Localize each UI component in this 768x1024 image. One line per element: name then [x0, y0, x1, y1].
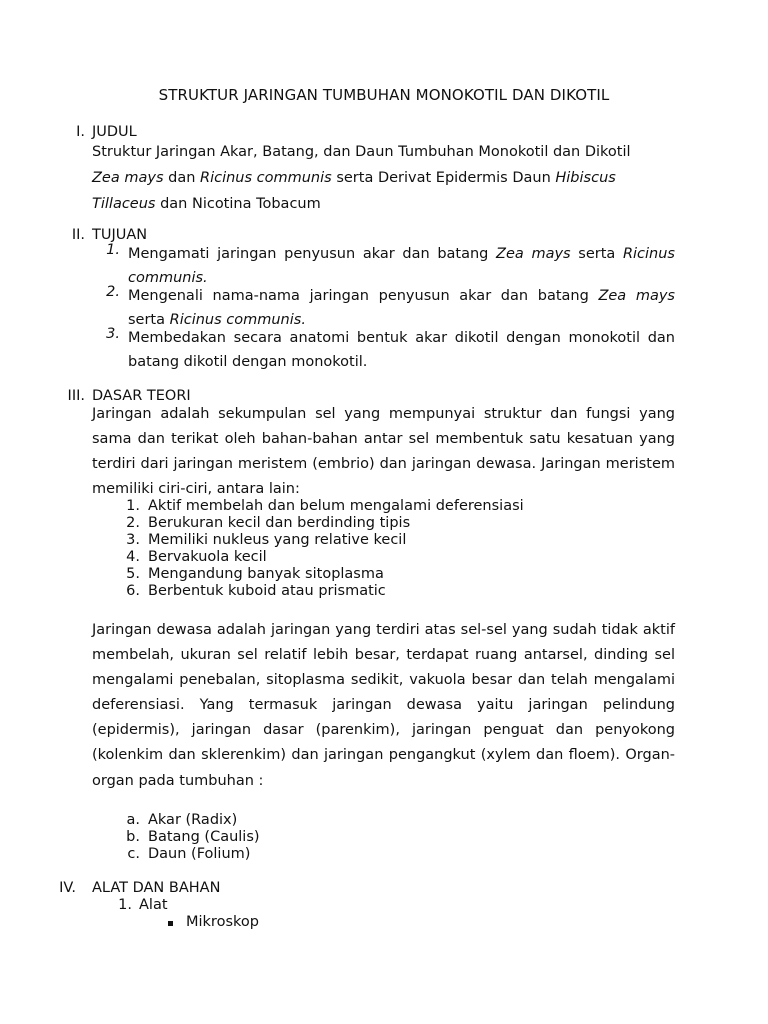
list-item-letter: b.: [126, 829, 140, 845]
section-label: ALAT DAN BAHAN: [92, 880, 221, 896]
list-item: Batang (Caulis): [148, 829, 260, 845]
judul-text-fragment: serta Derivat Epidermis Daun: [331, 169, 556, 186]
tujuan-item-number: 2.: [106, 284, 120, 300]
list-item-number: 1.: [126, 498, 140, 514]
tujuan-text-fragment: Mengamati jaringan penyusun akar dan batang: [128, 246, 497, 262]
sub-item-number: 1.: [118, 897, 132, 913]
tujuan-item-text: [128, 242, 675, 290]
list-item: Bervakuola kecil: [148, 549, 267, 565]
list-item: Daun (Folium): [148, 846, 251, 862]
tujuan-item-number: 1.: [106, 242, 120, 258]
list-item-number: 4.: [126, 549, 140, 565]
judul-species-tillaceus: Tillaceus: [92, 195, 156, 212]
tujuan-text-fragment: serta: [128, 312, 170, 328]
dasar-teori-paragraph-1: Jaringan adalah sekumpulan sel yang mempunyai struktur dan fungsi yang sama dan terikat oleh bahan-bahan antar sel membentuk satu kesatuan yang terdiri dari jaringan meristem (embrio) dan jaringan dewasa. Jaringan meristem memiliki ciri-ciri, antara lain:: [92, 406, 675, 498]
judul-text-fragment: dan Nicotina Tobacum: [155, 195, 321, 212]
tujuan-species: Ricinus communis.: [128, 246, 675, 286]
list-item: Berukuran kecil dan berdinding tipis: [148, 515, 411, 531]
section-label: DASAR TEORI: [92, 388, 191, 404]
list-item: Memiliki nukleus yang relative kecil: [148, 532, 407, 548]
list-item-number: 3.: [126, 532, 140, 548]
list-item-number: 6.: [126, 583, 140, 599]
judul-species-ricinus: Ricinus communis: [200, 169, 332, 186]
tujuan-item-text: Membedakan secara anatomi bentuk akar dikotil dengan monokotil dan batang dikotil dengan monokotil.: [128, 330, 675, 370]
section-number: I.: [76, 124, 85, 140]
judul-species-zea: Zea mays: [92, 169, 164, 186]
list-item: Berbentuk kuboid atau prismatic: [148, 583, 386, 599]
list-item-letter: c.: [127, 846, 140, 862]
section-label: JUDUL: [92, 124, 137, 140]
tujuan-text-fragment: serta: [570, 246, 623, 262]
dasar-teori-paragraph-2: Jaringan dewasa adalah jaringan yang terdiri atas sel-sel yang sudah tidak aktif membelah, ukuran sel relatif lebih besar, terdapat ruang antarsel, dinding sel mengalami penebalan, sitoplasma sedikit, vakuola besar dan telah mengalami deferensiasi. Yang termasuk jaringan dewasa yaitu jaringan pelindung (epidermis), jaringan dasar (parenkim), jaringan penguat dan penyokong (kolenkim dan sklerenkim) dan jaringan pengangkut (xylem dan floem). Organ-organ pada tumbuhan :: [92, 622, 675, 789]
tujuan-text-fragment: Mengenali nama-nama jaringan penyusun akar dan batang: [128, 288, 599, 304]
list-item-number: 2.: [126, 515, 140, 531]
section-number: II.: [71, 227, 85, 243]
list-item: Aktif membelah dan belum mengalami deferensiasi: [148, 498, 524, 514]
section-number: III.: [67, 388, 85, 404]
list-item: Mengandung banyak sitoplasma: [148, 566, 384, 582]
bullet-item: Mikroskop: [186, 914, 259, 930]
tujuan-species: Zea mays: [496, 246, 571, 262]
tujuan-item-text: [128, 284, 675, 332]
sub-item-label: Alat: [139, 897, 168, 913]
list-item: Akar (Radix): [148, 812, 238, 828]
judul-text: [92, 140, 675, 217]
judul-text-fragment: dan: [163, 169, 200, 186]
tujuan-species: Ricinus communis.: [169, 312, 306, 328]
square-bullet-icon: [168, 921, 173, 926]
list-item-letter: a.: [126, 812, 140, 828]
section-number: IV.: [59, 880, 76, 896]
tujuan-item-number: 3.: [106, 326, 120, 342]
list-item-number: 5.: [126, 566, 140, 582]
document-title: STRUKTUR JARINGAN TUMBUHAN MONOKOTIL DAN DIKOTIL: [158, 86, 610, 104]
judul-line-1: Struktur Jaringan Akar, Batang, dan Daun Tumbuhan Monokotil dan Dikotil: [92, 144, 631, 160]
section-label: TUJUAN: [92, 227, 148, 243]
judul-species-hibiscus: Hibiscus: [555, 169, 616, 186]
tujuan-species: Zea mays: [598, 288, 675, 304]
